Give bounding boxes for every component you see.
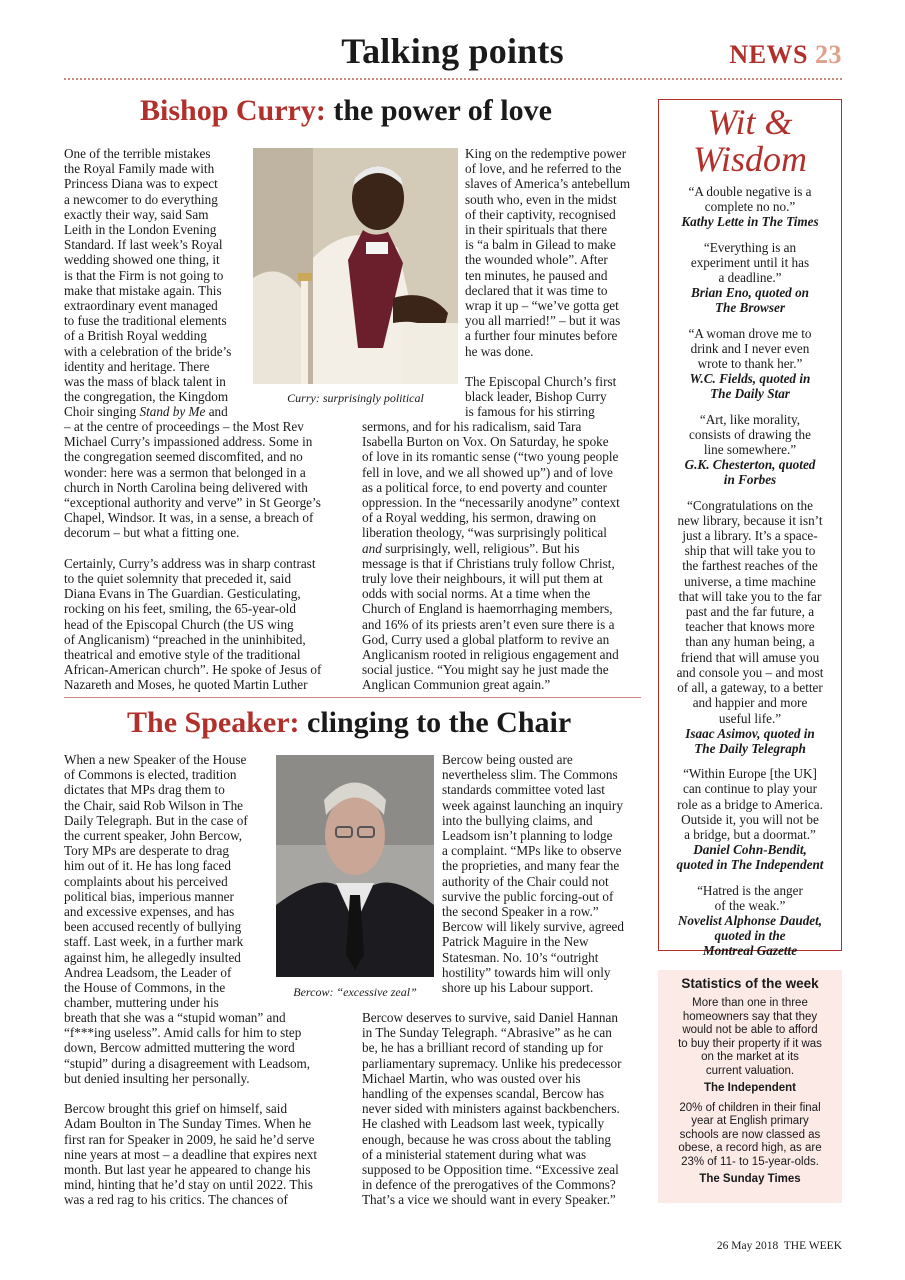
statistic-text-line: More than one in three [692, 997, 808, 1009]
article2-headline-rest: clinging to the Chair [299, 706, 572, 739]
quote-text-line: “Congratulations on the [687, 497, 813, 513]
text-line: of a ministerial statement during what was [362, 1146, 587, 1162]
text-line: as a political force, to end poverty and counter [362, 479, 607, 495]
text-line: Anglican Communion great again.” [362, 677, 551, 693]
text-line: God, Curry used a global platform to revive an [362, 631, 610, 647]
text-line: King on the redemptive power [465, 146, 627, 161]
em-word: and [362, 540, 382, 556]
text-line: extraordinary event managed [64, 298, 218, 314]
text-line: and excessive expenses, and has [64, 904, 235, 920]
text-line: wonder: here was a sermon that belonged in a [64, 464, 306, 480]
text-line: sermons, and for his radicalism, said Tara [362, 419, 582, 434]
wit-wisdom-title [659, 104, 841, 178]
text-line: to the quiet solemnity that preceded it, said [64, 571, 292, 587]
quote-text-line: complete no no.” [704, 199, 796, 215]
article1-col2-body-b [362, 556, 647, 693]
article1-col1-body [64, 419, 354, 693]
song-title: Stand by Me [139, 404, 206, 419]
page-number: 23 [815, 40, 842, 69]
text-line: Diana Evans in The Guardian. Gesticulating, [64, 586, 301, 602]
text-line: declared that it was time to [465, 282, 608, 298]
quote-text-line: drink and I never even [690, 340, 810, 356]
text-line: oppression. In the “necessarily anodyne” context [362, 495, 620, 511]
text-line: Adam Boulton in The Sunday Times. When he [64, 1116, 312, 1132]
text-line: of a British Royal wedding [64, 328, 207, 344]
text-line: Princess Diana was to expect [64, 176, 218, 192]
choir-text: Choir singing [64, 404, 140, 419]
text-line: political bias, imperious manner [64, 888, 234, 904]
text-line: Daily Telegraph. But in the case of [64, 812, 248, 828]
text-line: – at the centre of proceedings – the Most Rev [64, 419, 304, 434]
statistic-text-line: 20% of children in their final [679, 1101, 821, 1114]
quote-source-line: in Forbes [723, 472, 777, 488]
quote-item [665, 326, 835, 402]
text-line: Andrea Leadsom, the Leader of [64, 964, 232, 980]
text-line: truly love their neighbours, it will put them at [362, 571, 603, 587]
text-line: One of the terrible mistakes [64, 146, 211, 161]
curry-photo-caption: Curry: surprisingly political [287, 391, 424, 405]
quote-text-line: role as a bridge to America. [677, 796, 823, 812]
text-line: rocking on his feet, smiling, the 65-year-old [64, 601, 296, 617]
quote-text-line: universe, a time machine [684, 573, 816, 589]
quote-item [665, 412, 835, 488]
text-line: of Commons is elected, tradition [64, 767, 237, 783]
quote-text-line: just a library. It’s a space- [682, 528, 818, 544]
statistic-text-line: obese, a record high, as are [678, 1142, 822, 1154]
text-line: Church of England is haemorrhaging members, [362, 601, 613, 617]
statistic-text-line: schools are now classed as [679, 1128, 821, 1141]
text-line: nevertheless slim. The Commons [442, 767, 618, 783]
text-line: Patrick Maguire in the New [442, 934, 589, 950]
footer-publication: THE WEEK [783, 1240, 842, 1252]
text-line: you all married!” – but it was [465, 313, 621, 329]
quote-text-line: “Hatred is the anger [697, 882, 803, 898]
quote-text-line: “A double negative is a [688, 184, 812, 199]
text-line: head of the Episcopal Church (the US wing [64, 616, 294, 632]
text-line: of Anglicanism) “preached in the uninhibited, [64, 631, 306, 647]
quote-source-line: Montreal Gazette [702, 943, 798, 959]
text-line: staff. Last week, in a further mark [64, 934, 244, 950]
text-line: ten minutes, he paused and [465, 267, 608, 283]
text-line: church in North Carolina being delivered with [64, 479, 308, 495]
text-line: is that the Firm is not going to [64, 267, 224, 283]
text-line: week against launching an inquiry [442, 797, 623, 813]
page-title: Talking points [341, 31, 564, 71]
statistic-text-line: would not be able to afford [682, 1024, 818, 1036]
text-line: was a red rag to his critics. The chances of [64, 1192, 288, 1208]
text-line: never sided with ministers against backbenchers. [362, 1101, 620, 1117]
bercow-photo [276, 755, 434, 977]
text-line: Certainly, Curry’s address was in sharp contrast [64, 555, 316, 571]
text-line: is famous for his stirring [465, 404, 595, 420]
quote-text-line: that will take you to the far [678, 588, 822, 604]
article1-headline-rest: the power of love [325, 94, 552, 127]
quote-text-line: useful life.” [718, 710, 782, 726]
text-line: African-American church”. He spoke of Jesus of [64, 662, 322, 678]
text-line: slaves of America’s antebellum [465, 176, 631, 192]
article1-col2-body [362, 419, 647, 693]
quote-text-line: than any human being, a [685, 634, 815, 650]
text-line: against him, he allegedly insulted [64, 949, 241, 965]
statistic-text-line: homeowners say that they [682, 1010, 818, 1023]
article-divider [64, 697, 641, 698]
text-line: to fuse the traditional elements [64, 313, 227, 329]
text-line: Chapel, Windsor. It was, in a sense, a breach of [64, 510, 314, 526]
statistics-box [658, 970, 842, 1203]
text-line: in The Sunday Telegraph. “Abrasive” as he can [362, 1025, 612, 1041]
text-line: him out of it. He has long faced [64, 858, 232, 874]
text-line: standards committee voted last [442, 782, 605, 798]
statistic-text-line: 23% of 11- to 15-year-olds. [681, 1155, 819, 1168]
text-line: theatrical and emotive style of the traditional [64, 647, 301, 663]
statistic-source: The Independent [704, 1082, 796, 1094]
text-line: liberation theology, “was surprisingly political [362, 525, 607, 541]
article1-headline-red: Bishop Curry: [140, 94, 326, 127]
quote-text-line: a bridge, but a doormat.” [684, 826, 816, 842]
text-line: been accused recently of bullying [64, 919, 242, 935]
text-line: make that mistake again. This [64, 282, 222, 298]
wit-title-line2: Wisdom [692, 139, 807, 179]
article1-col2-body-a [362, 419, 647, 541]
quote-text-line: of the weak.” [714, 897, 786, 913]
text-line: breath that she was a “stupid woman” and [64, 1010, 286, 1025]
bercow-photo-caption: Bercow: “excessive zeal” [293, 985, 417, 999]
text-line: a further four minutes before [465, 328, 618, 344]
text-line: exactly their way, said Sam [64, 206, 209, 222]
text-line: hostility” towards him will only [442, 964, 611, 980]
quote-text-line: Outside it, you will not be [681, 811, 819, 827]
quote-text-line: consists of drawing the [689, 426, 811, 442]
text-line: “exceptional authority and verve” in St George’s [64, 495, 321, 511]
text-line: down, Bercow admitted muttering the word [64, 1040, 295, 1056]
text-line: in defence of the prerogatives of the Commons? [362, 1177, 616, 1193]
wit-wisdom-box [658, 99, 842, 959]
statistic-source: The Sunday Times [699, 1173, 801, 1185]
statistic-text-line: current valuation. [705, 1064, 795, 1077]
quote-item [665, 766, 835, 872]
text-line: dictates that MPs drag them to [64, 782, 225, 798]
text-line: a newcomer to do everything [64, 191, 218, 207]
article2-headline [127, 706, 571, 740]
quote-text-line: and happier and more [692, 695, 808, 711]
text-line: Michael Curry’s impassioned address. Some in [64, 434, 313, 450]
quote-text-line: of all, a gateway, to a better [677, 680, 823, 696]
quote-source-line: quoted in The Independent [676, 857, 824, 873]
quote-text-line: line somewhere.” [703, 442, 797, 458]
quote-text-line: “A woman drove me to [688, 325, 812, 341]
article2-col1-body [64, 1010, 359, 1208]
text-line: enough, because he was cross about the tabling [362, 1131, 612, 1147]
quote-item [665, 240, 835, 316]
article1-col2-top [465, 146, 645, 359]
text-line: The Episcopal Church’s first [465, 374, 617, 389]
text-line: the Royal Family made with [64, 161, 215, 177]
em-line-rest: surprisingly, well, religious”. But his [381, 540, 580, 556]
article1-col1-choir-line [64, 404, 249, 419]
quote-item [665, 883, 835, 959]
text-line: but denied insulting her personally. [64, 1070, 250, 1086]
text-line: was the mass of black talent in [64, 374, 226, 390]
quote-item [665, 184, 835, 230]
statistic-item [658, 997, 842, 1096]
paragraph-gap [64, 1086, 359, 1101]
text-line: social justice. “You might say he just made the [362, 662, 609, 678]
article1-col2-para2-top [465, 374, 645, 420]
text-line: message is that if Christians truly follow Christ, [362, 555, 615, 571]
quote-text-line: a deadline.” [718, 270, 782, 286]
footer-date: 26 May 2018 [716, 1240, 779, 1252]
quote-text-line: can continue to play your [682, 781, 818, 797]
text-line: of love, and he referred to the [465, 161, 622, 177]
quote-text-line: experiment until it has [690, 254, 810, 270]
text-line: the House of Commons, in the [64, 980, 226, 996]
text-line: Standard. If last week’s Royal [64, 237, 223, 253]
quote-text-line: and console you – and most [676, 664, 824, 680]
statistic-item [658, 1102, 842, 1187]
quote-text-line: friend that will amuse you [680, 649, 820, 665]
text-line: He clashed with Leadsom last week, typically [362, 1116, 605, 1132]
statistics-items [658, 997, 842, 1187]
text-line: a complaint. “MPs like to observe [442, 843, 622, 859]
quote-source-line: The Browser [715, 300, 785, 316]
quote-source-line: The Daily Telegraph [694, 740, 806, 756]
text-line: Nazareth and Moses, he quoted Martin Luther [64, 677, 308, 693]
text-line: the congregation seemed discomfited, and no [64, 449, 303, 465]
text-line: Bercow will likely survive, agreed [442, 919, 625, 935]
text-line: of love in its romantic sense (“two young people [362, 449, 619, 465]
article2-headline-red: The Speaker: [127, 706, 300, 739]
text-line: black leader, Bishop Curry [465, 389, 607, 405]
text-line: supposed to be Opposition time. “Excessive zeal [362, 1162, 619, 1178]
text-line: chamber, muttering under his [64, 995, 219, 1011]
text-line: the second Speaker in a row.” [442, 904, 599, 920]
article1-col2-em-line [362, 541, 647, 556]
quote-source-line: Novelist Alphonse Daudet, [677, 912, 823, 928]
quote-source-line: Kathy Lette in The Times [681, 214, 819, 230]
text-line: Michael Martin, who was ousted over his [362, 1070, 581, 1086]
text-line: Bercow being ousted are [442, 752, 573, 767]
text-line: “f***ing useless”. Amid calls for him to step [64, 1025, 302, 1041]
article1-headline [140, 94, 552, 128]
text-line: complaints about his perceived [64, 873, 228, 889]
quote-text-line: the farthest reaches of the [682, 558, 818, 574]
text-line: shore up his Labour support. [442, 980, 594, 996]
quote-text-line: ship that will take you to [684, 543, 816, 559]
text-line: fell in love, and we all showed up”) and of love [362, 464, 613, 480]
quote-text-line: new library, because it isn’t [677, 512, 823, 528]
quote-source-line: Isaac Asimov, quoted in [685, 725, 815, 741]
text-line: “stupid” during a disagreement with Leadsom, [64, 1055, 311, 1071]
text-line: parliamentary supremacy. Unlike his predecessor [362, 1055, 622, 1071]
text-line: Isabella Burton on Vox. On Saturday, he spoke [362, 434, 609, 450]
quote-text-line: past and the far future, a [685, 604, 815, 620]
text-line: survive the public forcing-out of [442, 888, 614, 904]
footer [717, 1240, 842, 1252]
statistics-title: Statistics of the week [681, 976, 819, 991]
text-line: of their captivity, recognised [465, 206, 616, 222]
text-line: When a new Speaker of the House [64, 752, 247, 767]
text-line: and 16% of its priests aren’t even sure there is a [362, 616, 615, 632]
text-line: south who, even in the midst [465, 191, 617, 207]
text-line: Bercow deserves to survive, said Daniel Hannan [362, 1010, 618, 1025]
statistic-text-line: on the market at its [701, 1051, 799, 1063]
text-line: odds with social norms. At a time when the [362, 586, 591, 602]
text-line: That’s a vice we should want in every Speaker.” [362, 1192, 616, 1208]
article2-col1-top [64, 752, 274, 1010]
statistic-text-line: year at English primary [691, 1115, 809, 1127]
paragraph-gap [64, 541, 354, 556]
text-line: authority of the Chair could not [442, 873, 609, 889]
curry-photo [253, 148, 458, 384]
quote-item [665, 498, 835, 756]
text-line: wrap it up – “we’ve gotta get [465, 298, 619, 314]
section-label [729, 40, 842, 70]
text-line: the proprieties, and many fear the [442, 858, 620, 874]
text-line: Statesman. No. 10’s “outright [442, 949, 599, 965]
header-dotted-rule [64, 78, 842, 80]
text-line: wedding showed one thing, it [64, 252, 220, 268]
text-line: Leadsom isn’t planning to lodge [442, 828, 613, 844]
statistic-text-line: to buy their property if it was [678, 1037, 822, 1050]
quote-source-line: Brian Eno, quoted on [691, 285, 809, 301]
article2-col2-top [442, 752, 642, 995]
text-line: the wounded whole”. After [465, 252, 608, 268]
quote-text-line: “Everything is an [703, 239, 797, 255]
text-line: with a celebration of the bride’s [64, 343, 232, 359]
text-line: the Chair, said Rob Wilson in The [64, 797, 244, 813]
text-line: nine years at most – a deadline that expires next [64, 1146, 318, 1162]
quote-source-line: Daniel Cohn-Bendit, [693, 842, 807, 858]
quote-text-line: “Within Europe [the UK] [683, 766, 817, 782]
text-line: be, he has a brilliant record of standing up for [362, 1040, 603, 1056]
quote-text-line: teacher that knows more [685, 619, 815, 635]
text-line: identity and heritage. There [64, 358, 210, 374]
quote-source-line: W.C. Fields, quoted in [689, 371, 811, 387]
quote-source-line: The Daily Star [710, 386, 790, 402]
quote-source-line: quoted in the [714, 928, 786, 944]
text-line: decorum – but what a fitting one. [64, 525, 240, 541]
choir-text-end: and [205, 404, 228, 419]
text-line: mind, hinting that he’d stay on until 2022. This [64, 1177, 313, 1193]
text-line: he was done. [465, 343, 534, 359]
text-line: the current speaker, John Bercow, [64, 828, 243, 844]
wit-title-line1: Wit & [707, 102, 793, 142]
text-line: into the bullying claims, and [442, 812, 593, 828]
text-line: in their spirituals that there [465, 222, 608, 238]
quote-text-line: wrote to thank her.” [697, 356, 803, 372]
text-line: Bercow brought this grief on himself, said [64, 1101, 288, 1117]
text-line: of a Royal wedding, his sermon, drawing on [362, 510, 597, 526]
article1-col1-top [64, 146, 249, 404]
text-line: month. But last year he appeared to change his [64, 1162, 311, 1178]
text-line: first ran for Speaker in 2009, he said he’d serve [64, 1131, 315, 1147]
quote-source-line: G.K. Chesterton, quoted [684, 457, 816, 473]
text-line: Anglicanism rooted in religious engagement and [362, 647, 619, 663]
article2-col2-body [362, 1010, 647, 1208]
section-name: NEWS [729, 40, 808, 69]
quote-text-line: “Art, like morality, [699, 411, 801, 427]
text-line: is “a balm in Gilead to make [465, 237, 616, 253]
quotes-list [665, 184, 835, 969]
text-line: handling of the expenses scandal, Bercow has [362, 1086, 605, 1102]
text-line: Tory MPs are desperate to drag [64, 843, 229, 859]
text-line: Leith in the London Evening [64, 222, 217, 238]
text-line: the congregation, the Kingdom [64, 389, 229, 405]
